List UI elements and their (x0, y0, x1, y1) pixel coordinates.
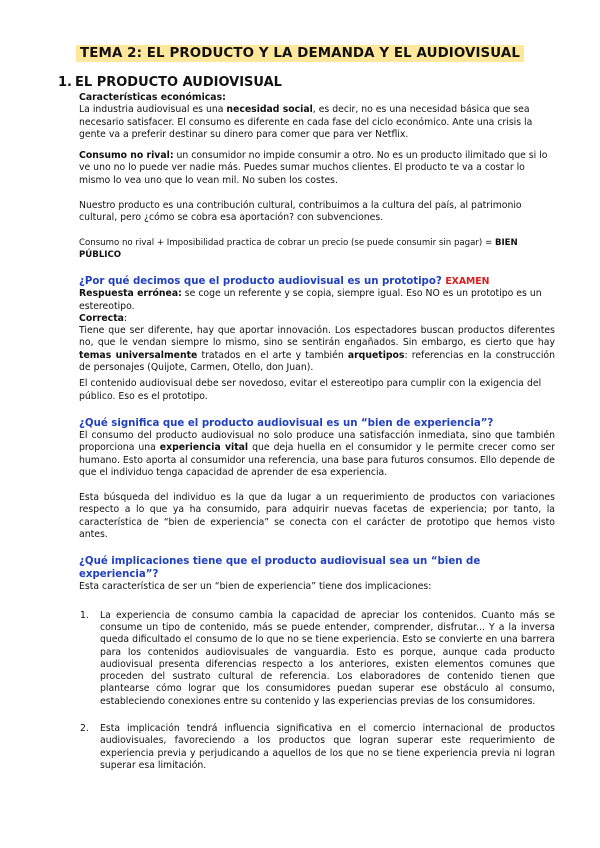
document-body (79, 92, 555, 772)
list-item-text: La experiencia de consumo cambia la capacidad de apreciar los contenidos. Cuanto más se consume un tipo de contenido, más se puede entender, comprender, disfrutar... Y a la inversa queda dificultado el consumo de lo que no se tiene experiencia. Esto se convierte en una barrera para los contenidos audiovisuales de vanguardia. Esto es porque, aunque cada producto audiovisual presenta diferencias respecto a los anteriores, existen elementos comunes que proceden del sustrato cultural de referencia. Los elaboradores de contenido tienen que plantearse cómo lograr que los consumidores puedan superar ese obstáculo al consumo, estableciendo conexiones entre su contenido y las experiencias previas de los consumidores. (100, 609, 555, 707)
prototype-conclusion (79, 378, 555, 403)
characteristics-heading (79, 92, 555, 104)
characteristics-paragraph-1 (79, 104, 555, 141)
text-run: se coge un referente y se copia, siempre igual. Eso NO es un prototipo es un estereotipo. (79, 288, 542, 312)
bold-run: Correcta (79, 312, 124, 324)
bold-run: necesidad social (226, 104, 313, 116)
document-title: TEMA 2: EL PRODUCTO Y LA DEMANDA Y EL AUDIOVISUAL (76, 45, 524, 62)
question-text: ¿Qué implicaciones tiene que el producto audiovisual sea un “bien de experiencia”? (79, 556, 481, 581)
question-text: ¿Por qué decimos que el producto audiovisual es un prototipo? (79, 276, 442, 288)
text-run: un consumidor no impide consumir a otro. No es un producto ilimitado que si lo ve uno no lo puede ver nadie más. Puedes sumar muchos clientes. El producto te va a costar lo mismo lo vea uno que lo vean mil. No suben los costes. (79, 150, 548, 186)
bold-run: temas universalmente (79, 349, 198, 361)
implications-intro (79, 581, 555, 593)
list-item (80, 609, 555, 708)
list-item-text: Esta implicación tendrá influencia significativa en el comercio internacional de productos audiovisuales, favoreciendo a los productos que logran superar este requerimiento de experiencia previa y perjudicando a aquellos de los que no se tiene experiencia previa ni logran superar esa limitación. (100, 722, 555, 771)
text-run: El contenido audiovisual debe ser novedoso, evitar el estereotipo para cumplir con la exigencia del público. Eso es el prototipo. (79, 378, 542, 402)
bold-run: arquetipos (347, 349, 405, 361)
wrong-answer (79, 288, 555, 313)
exam-tag: EXAMEN (445, 276, 490, 288)
text-run: Consumo no rival + Imposibilidad practica de cobrar un precio (se puede consumir sin pagar) = (79, 237, 495, 248)
text-run: : referencias en la construcción de personajes (Quijote, Carmen, Otello, don Juan). (79, 349, 555, 374)
text-run: Esta búsqueda del individuo es la que da lugar a un requerimiento de productos con variaciones respecto a lo que ya ha consumido, para adquirir nuevas facetas de experiencia; por tanto, la característica de “bien de experiencia” se conecta con el carácter de prototipo que hemos visto antes. (79, 492, 555, 541)
text-run: Tiene que ser diferente, hay que aportar innovación. Los espectadores buscan productos diferentes no, que le vendan siempre lo mismo, sino se sentirán engañados. Sin embargo, es cierto que hay (79, 325, 555, 349)
list-number: 2. (80, 722, 89, 734)
bold-run: Respuesta errónea: (79, 288, 182, 300)
text-run: , es decir, no es una necesidad básica que sea necesario satisfacer. El consumo es diferente en cada fase del ciclo económico. Ante una crisis la gente va a preferir destinar su dinero para comer que para ver Netflix. (79, 104, 533, 140)
list-number: 1. (80, 609, 89, 621)
public-good-formula (79, 237, 555, 262)
bold-run: BIEN PÚBLICO (79, 237, 518, 260)
text-run: tratados en el arte y también (197, 349, 348, 361)
experience-paragraph-2 (79, 492, 555, 541)
characteristics-paragraph-3 (79, 200, 555, 225)
correct-label (79, 313, 555, 325)
text-run: El consumo del producto audiovisual no solo produce una satisfacción inmediata, sino que también proporciona una (79, 429, 555, 454)
section-heading (58, 75, 282, 90)
characteristics-paragraph-2 (79, 150, 555, 187)
question-text: ¿Qué significa que el producto audiovisual es un “bien de experiencia”? (79, 417, 494, 429)
characteristics-heading-text: Características económicas: (79, 92, 226, 103)
section-title: EL PRODUCTO AUDIOVISUAL (75, 75, 282, 90)
implications-list (80, 609, 555, 773)
text-run: La industria audiovisual es una (79, 104, 227, 116)
bold-run: Consumo no rival: (79, 150, 174, 162)
text-run: Nuestro producto es una contribución cultural, contribuimos a la cultura del país, al patrimonio cultural, pero ¿cómo se cobra esa aportación? con subvenciones. (79, 200, 522, 224)
title-container (0, 42, 600, 62)
question-implications (79, 555, 555, 581)
experience-paragraph-1 (79, 430, 555, 479)
list-item (80, 722, 555, 772)
question-experience-good (79, 417, 555, 430)
section-number: 1. (58, 75, 72, 90)
correct-answer (79, 325, 555, 374)
text-run: que deja huella en el consumidor y le permite crecer como ser humano. Esto aporta al consumidor una referencia, una base para futuros consumos. Ello depende de que el individuo tenga capacidad de aprender de esa experiencia. (79, 442, 555, 478)
text-run: : (123, 312, 128, 324)
question-prototype (79, 275, 555, 288)
text-run: Esta característica de ser un “bien de experiencia” tiene dos implicaciones: (79, 581, 432, 593)
bold-run: experiencia vital (159, 442, 249, 454)
